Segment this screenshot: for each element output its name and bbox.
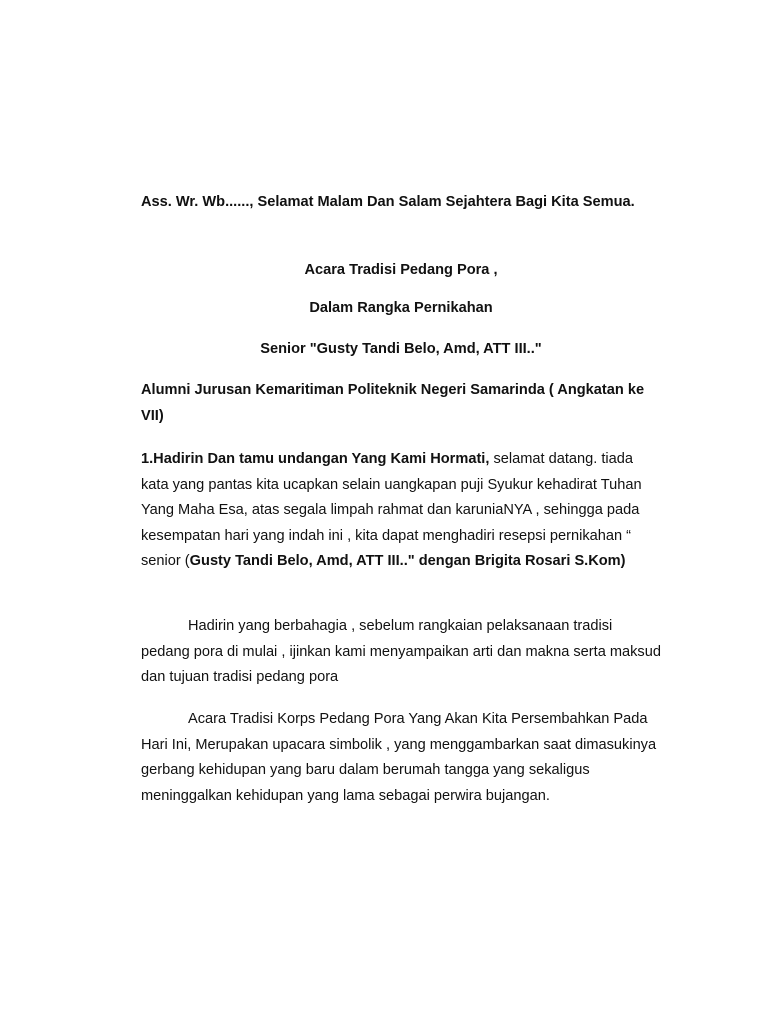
alumni-line: Alumni Jurusan Kemaritiman Politeknik Negeri Samarinda ( Angkatan ke VII) (141, 382, 645, 424)
welcome-paragraph-names: Gusty Tandi Belo, Amd, ATT III.." dengan Brigita Rosari S.Kom) (189, 553, 626, 569)
introduction-paragraph: Hadirin yang berbahagia , sebelum rangkaian pelaksanaan tradisi pedang pora di mulai , ijinkan kami menyampaikan arti dan makna serta maksud dan tujuan tradisi pedang pora (141, 618, 661, 685)
greeting-text: Ass. Wr. Wb......, Selamat Malam Dan Salam Sejahtera Bagi Kita Semua. (141, 194, 635, 210)
event-title: Acara Tradisi Pedang Pora , (304, 262, 498, 278)
senior-name-line: Senior "Gusty Tandi Belo, Amd, ATT III.." (260, 341, 542, 357)
tradition-description-paragraph: Acara Tradisi Korps Pedang Pora Yang Akan Kita Persembahkan Pada Hari Ini, Merupakan upacara simbolik , yang menggambarkan saat dimasukinya gerbang kehidupan yang baru dalam berumah tangga yang sekaligus meninggalkan kehidupan yang lama sebagai perwira bujangan. (141, 711, 657, 804)
welcome-paragraph-body: selamat datang. tiada kata yang pantas kita ucapkan selain uangkapan puji Syukur kehadirat Tuhan Yang Maha Esa, atas segala limpah rahmat dan karuniaNYA , sehingga pada kesempatan hari yang indah ini , kita dapat menghadiri resepsi pernikahan “ senior ( (141, 451, 642, 569)
event-context: Dalam Rangka Pernikahan (309, 300, 493, 316)
welcome-paragraph (141, 447, 661, 575)
welcome-paragraph-lead: 1.Hadirin Dan tamu undangan Yang Kami Hormati, (141, 451, 490, 467)
